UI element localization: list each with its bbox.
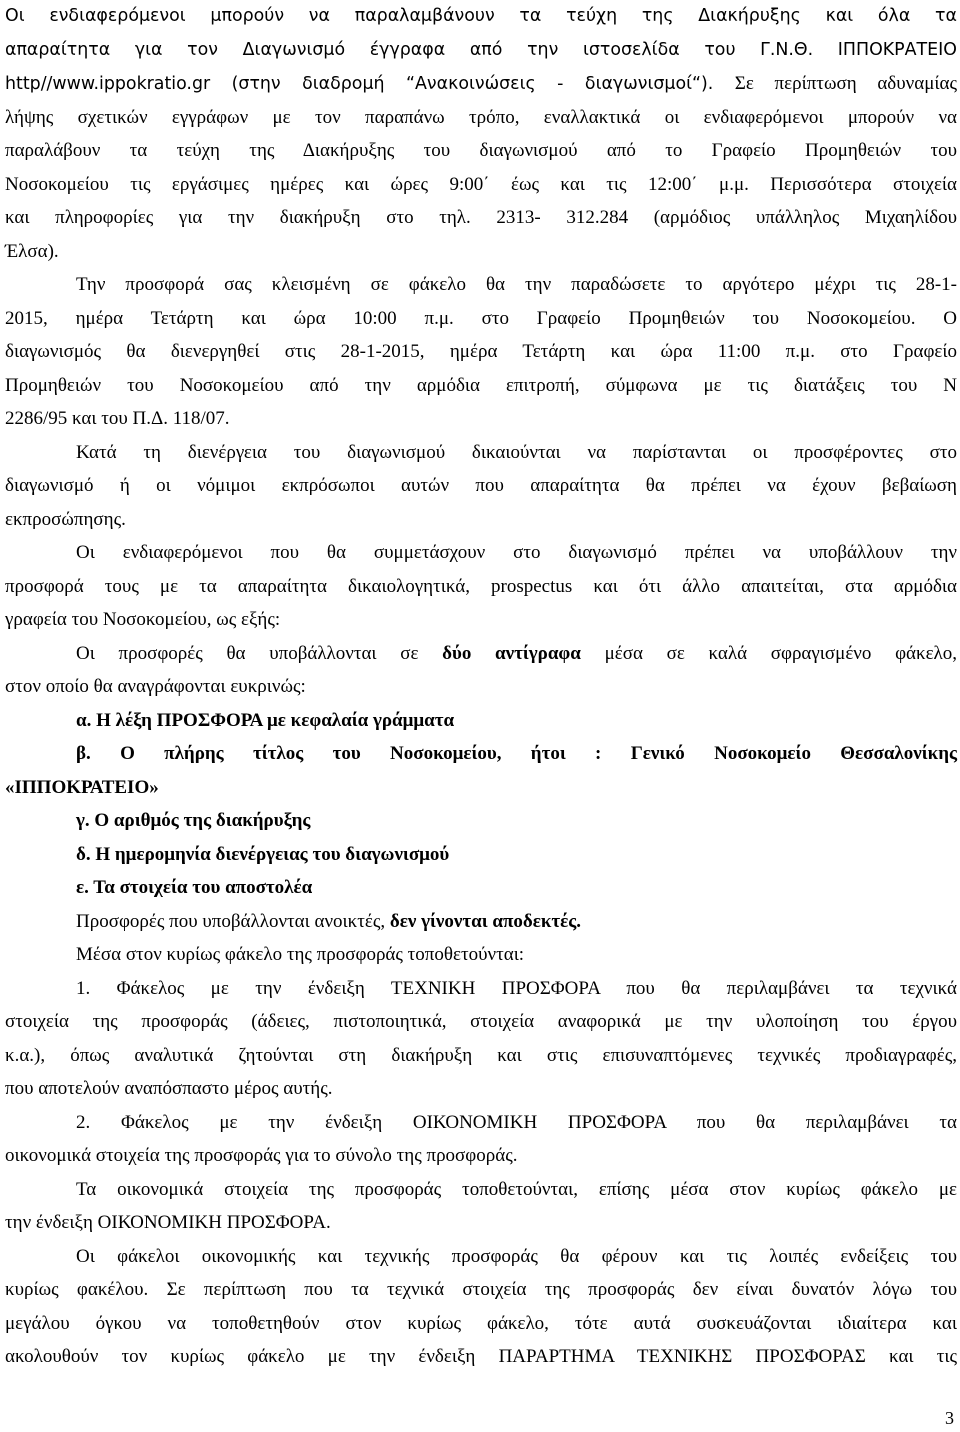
text-line: http//www.ippokratio.gr (στην διαδρομή “Ανακοινώσεις - διαγωνισμοί“). Σε περίπτωση αδυναμίας xyxy=(5,73,957,94)
text-line: ακολουθούν τον κυρίως φάκελο με την ένδειξη ΠΑΡΑΡΤΗΜΑ ΤΕΧΝΙΚΗΣ ΠΡΟΣΦΟΡΑΣ και τις xyxy=(5,1346,957,1367)
text-line: 2286/95 και του Π.Δ. 118/07. xyxy=(5,408,230,429)
text-line: κ.α.), όπως αναλυτικά ζητούνται στη διακήρυξη και στις επισυναπτόμενες τεχνικές προδιαγραφές, xyxy=(5,1044,957,1066)
text-line: ε. Τα στοιχεία του αποστολέα xyxy=(76,877,313,898)
text-line: Οι φάκελοι οικονομικής και τεχνικής προσφοράς θα φέρουν και τις λοιπές ενδείξεις του xyxy=(76,1245,957,1267)
text-line: Τα οικονομικά στοιχεία της προσφοράς τοποθετούνται, επίσης μέσα στον κυρίως φάκελο με xyxy=(76,1178,957,1200)
text-line: Προμηθειών του Νοσοκομείου από την αρμόδια επιτροπή, σύμφωνα με τις διατάξεις του Ν xyxy=(5,374,957,396)
text-line: την ένδειξη ΟΙΚΟΝΟΜΙΚΗ ΠΡΟΣΦΟΡΑ. xyxy=(5,1212,331,1233)
text-line: και πληροφορίες για την διακήρυξη στο τηλ. 2313- 312.284 (αρμόδιος υπάλληλος Μιχαηλίδου xyxy=(5,207,957,228)
text-line: δ. Η ημερομηνία διενέργειας του διαγωνισμού xyxy=(76,843,450,865)
document-page xyxy=(5,0,957,1374)
text-line: α. Η λέξη ΠΡΟΣΦΟΡΑ με κεφαλαία γράμματα xyxy=(76,709,455,731)
text-line: μεγάλου όγκου να τοποθετηθούν στον κυρίως φάκελο, τότε αυτά συσκευάζονται ιδιαίτερα και xyxy=(5,1312,957,1334)
text-line: 2. Φάκελος με την ένδειξη ΟΙΚΟΝΟΜΙΚΗ ΠΡΟΣΦΟΡΑ που θα περιλαμβάνει τα xyxy=(76,1111,957,1133)
text-line: Οι προσφορές θα υποβάλλονται σε δύο αντίγραφα μέσα σε καλά σφραγισμένο φάκελο, xyxy=(76,642,958,664)
text-line: Προσφορές που υποβάλλονται ανοικτές, δεν γίνονται αποδεκτές. xyxy=(76,910,582,932)
text-line: Την προσφορά σας κλεισμένη σε φάκελο θα την παραδώσετε το αργότερο μέχρι τις 28-1- xyxy=(76,274,957,295)
text-line: γραφεία του Νοσοκομείου, ως εξής: xyxy=(5,609,281,630)
text-line: Κατά τη διενέργεια του διαγωνισμού δικαιούνται να παρίστανται οι προσφέροντες στο xyxy=(76,441,957,463)
text-line: διαγωνισμό ή οι νόμιμοι εκπρόσωποι αυτών που απαραίτητα θα πρέπει να έχουν βεβαίωση xyxy=(5,475,957,496)
text-line: στον οποίο θα αναγράφονται ευκρινώς: xyxy=(5,676,306,697)
text-line: παραλάβουν τα τεύχη της Διακήρυξης του διαγωνισμού από το Γραφείο Προμηθειών του xyxy=(5,140,957,161)
text-line: Έλσα). xyxy=(5,240,59,262)
page-number: 3 xyxy=(945,1408,954,1428)
text-line: «ΙΠΠΟΚΡΑΤΕΙΟ» xyxy=(5,776,159,798)
text-line: Οι ενδιαφερόμενοι μπορούν να παραλαμβάνουν τα τεύχη της Διακήρυξης και όλα τα xyxy=(5,6,957,26)
text-line: απαραίτητα για τον Διαγωνισμό έγγραφα από την ιστοσελίδα του Γ.Ν.Θ. ΙΠΠΟΚΡΑΤΕΙΟ xyxy=(5,39,957,60)
text-line: κυρίως φακέλου. Σε περίπτωση που τα τεχνικά στοιχεία της προσφοράς δεν είναι δυνατόν λόγω του xyxy=(5,1279,957,1300)
text-line: οικονομικά στοιχεία της προσφοράς για το σύνολο της προσφοράς. xyxy=(5,1145,518,1166)
text-line: β. Ο πλήρης τίτλος του Νοσοκομείου, ήτοι : Γενικό Νοσοκομείο Θεσσαλονίκης xyxy=(76,743,957,764)
text-line: 2015, ημέρα Τετάρτη και ώρα 10:00 π.μ. στο Γραφείο Προμηθειών του Νοσοκομείου. Ο xyxy=(5,307,957,329)
text-line: εκπροσώπησης. xyxy=(5,508,126,530)
text-line: γ. Ο αριθμός της διακήρυξης xyxy=(76,810,311,831)
text-line: διαγωνισμός θα διενεργηθεί στις 28-1-2015, ημέρα Τετάρτη και ώρα 11:00 π.μ. στο Γραφείο xyxy=(5,341,957,362)
text-line: Μέσα στον κυρίως φάκελο της προσφοράς τοποθετούνται: xyxy=(76,944,525,965)
text-line: 1. Φάκελος με την ένδειξη ΤΕΧΝΙΚΗ ΠΡΟΣΦΟΡΑ που θα περιλαμβάνει τα τεχνικά xyxy=(76,977,957,999)
text-line: Οι ενδιαφερόμενοι που θα συμμετάσχουν στο διαγωνισμό πρέπει να υποβάλλουν την xyxy=(76,542,957,563)
text-line: προσφορά τους με τα απαραίτητα δικαιολογητικά, prospectus και ότι άλλο απαιτείται, στα αρμόδια xyxy=(5,575,957,597)
text-line: στοιχεία της προσφοράς (άδειες, πιστοποιητικά, στοιχεία αναφορικά με την υλοποίηση του έργου xyxy=(5,1011,957,1032)
text-line: Νοσοκομείου τις εργάσιμες ημέρες και ώρες 9:00΄ έως και τις 12:00΄ μ.μ. Περισσότερα στοιχεία xyxy=(5,173,957,195)
text-line: λήψης σχετικών εγγράφων με τον παραπάνω τρόπο, εναλλακτικά οι ενδιαφερόμενοι μπορούν να xyxy=(5,106,957,128)
text-line: που αποτελούν αναπόσπαστο μέρος αυτής. xyxy=(5,1078,333,1099)
